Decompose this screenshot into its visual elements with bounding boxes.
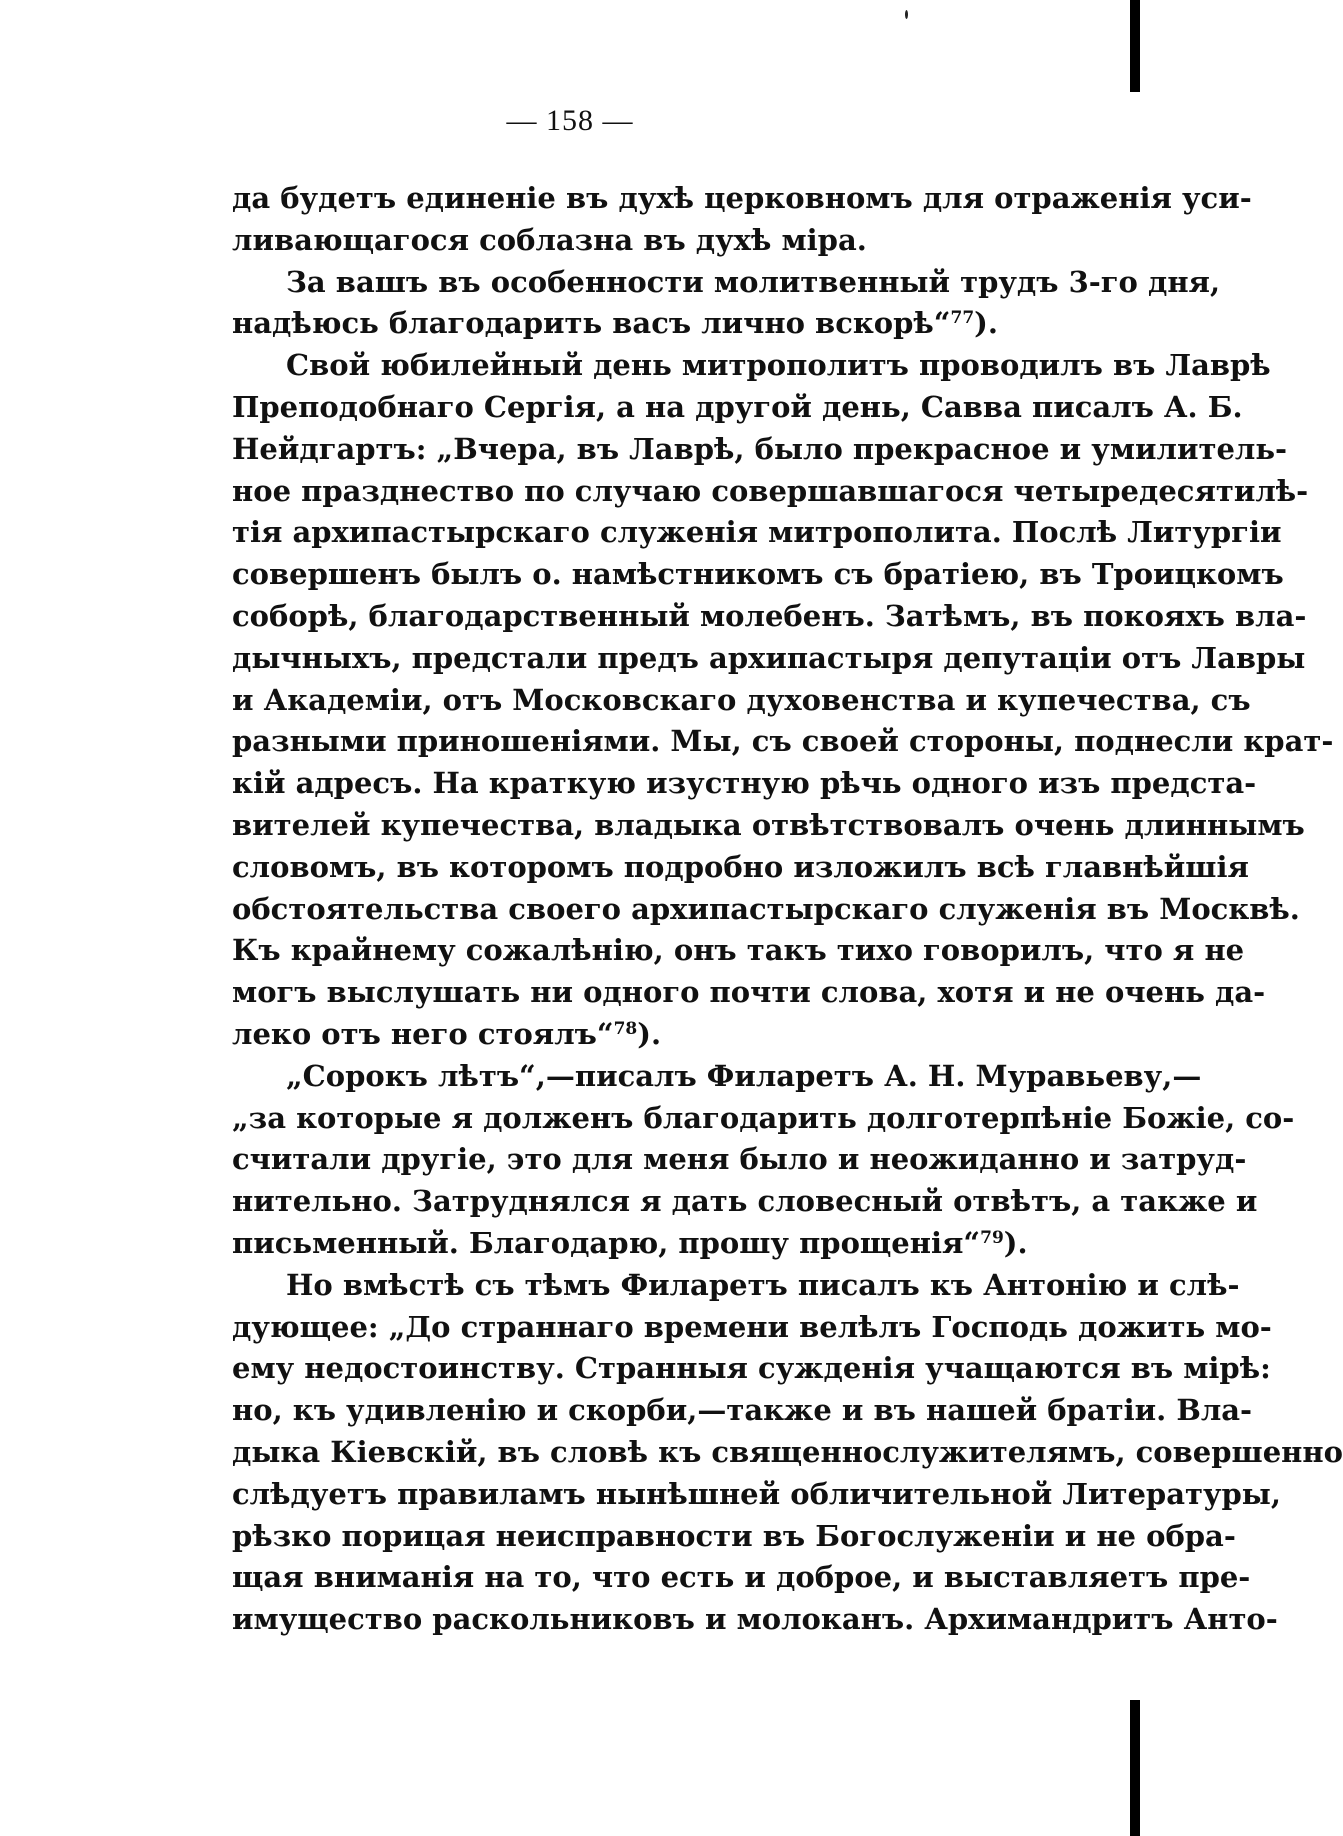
text-line-content: письменный. Благодарю, прошу прощенія“ bbox=[232, 1225, 981, 1260]
text-line-content: слѣдуетъ правиламъ нынѣшней обличительной Литературы, bbox=[232, 1476, 1281, 1511]
text-line-content: нительно. Затруднялся я дать словесный отвѣтъ, а также и bbox=[232, 1184, 1258, 1219]
footnote-marker: 77 bbox=[950, 308, 975, 329]
text-line-content: дыка Кіевскій, въ словѣ къ священнослужителямъ, совершенно bbox=[232, 1434, 1343, 1469]
footnote-marker: 78 bbox=[613, 1018, 638, 1039]
text-line-content: ливающагося соблазна въ духѣ міра. bbox=[232, 222, 867, 257]
text-line bbox=[232, 972, 1266, 1014]
text-line bbox=[232, 1432, 1343, 1474]
text-line bbox=[232, 512, 1282, 554]
text-line bbox=[232, 638, 1306, 680]
text-line bbox=[232, 303, 1090, 345]
text-line-content: Къ крайнему сожалѣнію, онъ такъ тихо говорилъ, что я не bbox=[232, 933, 1245, 968]
text-line-content: Нейдгартъ: „Вчера, въ Лаврѣ, было прекрасное и умилитель- bbox=[232, 431, 1288, 466]
text-line-tail: ). bbox=[637, 1016, 662, 1051]
text-line bbox=[232, 1014, 1090, 1056]
text-line bbox=[232, 471, 1309, 513]
text-line bbox=[232, 889, 1300, 931]
text-line-content: Преподобнаго Сергія, а на другой день, Савва писалъ А. Б. bbox=[232, 389, 1243, 424]
text-line-content: Свой юбилейный день митрополитъ проводилъ въ Лаврѣ bbox=[286, 348, 1271, 383]
text-line-content: имущество раскольниковъ и молоканъ. Архимандритъ Анто- bbox=[232, 1602, 1278, 1637]
text-line bbox=[232, 1181, 1258, 1223]
text-line-content: да будетъ единеніе въ духѣ церковномъ для отраженія уси- bbox=[232, 181, 1252, 215]
text-line-content: дычныхъ, предстали предъ архипастыря депутаціи отъ Лавры bbox=[232, 640, 1306, 675]
text-line-content: разными приношеніями. Мы, съ своей стороны, поднесли крат- bbox=[232, 724, 1334, 759]
text-line-content: но, къ удивленію и скорби,—также и въ нашей братіи. Вла- bbox=[232, 1393, 1253, 1428]
text-line bbox=[232, 1307, 1272, 1349]
text-line bbox=[232, 1557, 1251, 1599]
text-line-content: ное празднество по случаю совершавшагося четыредесятилѣ- bbox=[232, 473, 1309, 508]
text-line-content: щая вниманія на то, что есть и доброе, и выставляетъ пре- bbox=[232, 1560, 1251, 1595]
text-line-content: ему недостоинству. Странныя сужденія учащаются въ мірѣ: bbox=[232, 1351, 1271, 1386]
text-line-content: соборѣ, благодарственный молебенъ. Затѣмъ, въ покояхъ вла- bbox=[232, 598, 1307, 633]
text-line-tail: ). bbox=[1003, 1225, 1028, 1260]
text-line bbox=[232, 763, 1257, 805]
text-line bbox=[232, 1348, 1271, 1390]
text-line-tail: ). bbox=[974, 306, 998, 341]
text-line bbox=[232, 1390, 1253, 1432]
text-line bbox=[232, 596, 1307, 638]
text-line-content: словомъ, въ которомъ подробно изложилъ всѣ главнѣйшія bbox=[232, 849, 1249, 884]
text-line-content: Но вмѣстѣ съ тѣмъ Филаретъ писалъ къ Антонію и слѣ- bbox=[286, 1267, 1240, 1302]
text-line-content: кій адресъ. На краткую изустную рѣчь одного изъ предста- bbox=[232, 766, 1257, 801]
text-line-content: вителей купечества, владыка отвѣтствовалъ очень длиннымъ bbox=[232, 807, 1305, 842]
text-line bbox=[232, 1265, 1240, 1307]
text-line bbox=[232, 1516, 1236, 1558]
text-line-content: считали другіе, это для меня было и неожиданно и затруд- bbox=[232, 1142, 1247, 1177]
text-line bbox=[232, 930, 1245, 972]
text-line bbox=[232, 721, 1334, 763]
text-line bbox=[232, 220, 1090, 262]
text-line bbox=[232, 1098, 1295, 1140]
scan-edge-mark-bottom bbox=[1130, 1700, 1140, 1836]
text-line-content: рѣзко порицая неисправности въ Богослуженіи и не обра- bbox=[232, 1518, 1236, 1553]
text-line-content: леко отъ него стоялъ“ bbox=[232, 1016, 614, 1051]
text-line-content: За вашъ въ особенности молитвенный трудъ 3-го дня, bbox=[286, 264, 1221, 299]
text-line-content: надѣюсь благодарить васъ лично вскорѣ“ bbox=[232, 306, 951, 341]
text-line bbox=[232, 178, 1252, 220]
footnote-marker: 79 bbox=[980, 1227, 1004, 1248]
text-line bbox=[232, 554, 1284, 596]
text-block bbox=[232, 178, 1343, 1641]
text-line bbox=[232, 429, 1288, 471]
text-line-content: „Сорокъ лѣтъ“,—писалъ Филаретъ А. Н. Муравьеву,— bbox=[286, 1058, 1202, 1093]
text-line-content: могъ выслушать ни одного почти слова, хотя и не очень да- bbox=[232, 975, 1266, 1010]
text-line-content: обстоятельства своего архипастырскаго служенія въ Москвѣ. bbox=[232, 891, 1300, 926]
text-line bbox=[232, 262, 1221, 304]
text-line bbox=[232, 345, 1271, 387]
text-line bbox=[232, 1056, 1202, 1098]
text-line-content: дующее: „До страннаго времени велѣлъ Господь дожить мо- bbox=[232, 1309, 1272, 1344]
page-number: — 158 — bbox=[506, 104, 634, 137]
text-line bbox=[232, 387, 1243, 429]
text-line-content: и Академіи, отъ Московскаго духовенства и купечества, съ bbox=[232, 682, 1251, 717]
text-line bbox=[232, 1223, 1090, 1265]
scan-edge-mark-top bbox=[1130, 0, 1140, 92]
text-line bbox=[232, 1139, 1247, 1181]
text-line-content: „за которые я долженъ благодарить долготерпѣніе Божіе, со- bbox=[232, 1100, 1295, 1135]
text-line bbox=[232, 680, 1251, 722]
text-line bbox=[232, 805, 1305, 847]
text-line-content: совершенъ былъ о. намѣстникомъ съ братіею, въ Троицкомъ bbox=[232, 557, 1284, 592]
text-line-content: тія архипастырскаго служенія митрополита. Послѣ Литургіи bbox=[232, 515, 1282, 550]
text-line bbox=[232, 1599, 1278, 1641]
text-line bbox=[232, 847, 1249, 889]
scan-edge-speck bbox=[905, 10, 908, 19]
text-line bbox=[232, 1474, 1281, 1516]
